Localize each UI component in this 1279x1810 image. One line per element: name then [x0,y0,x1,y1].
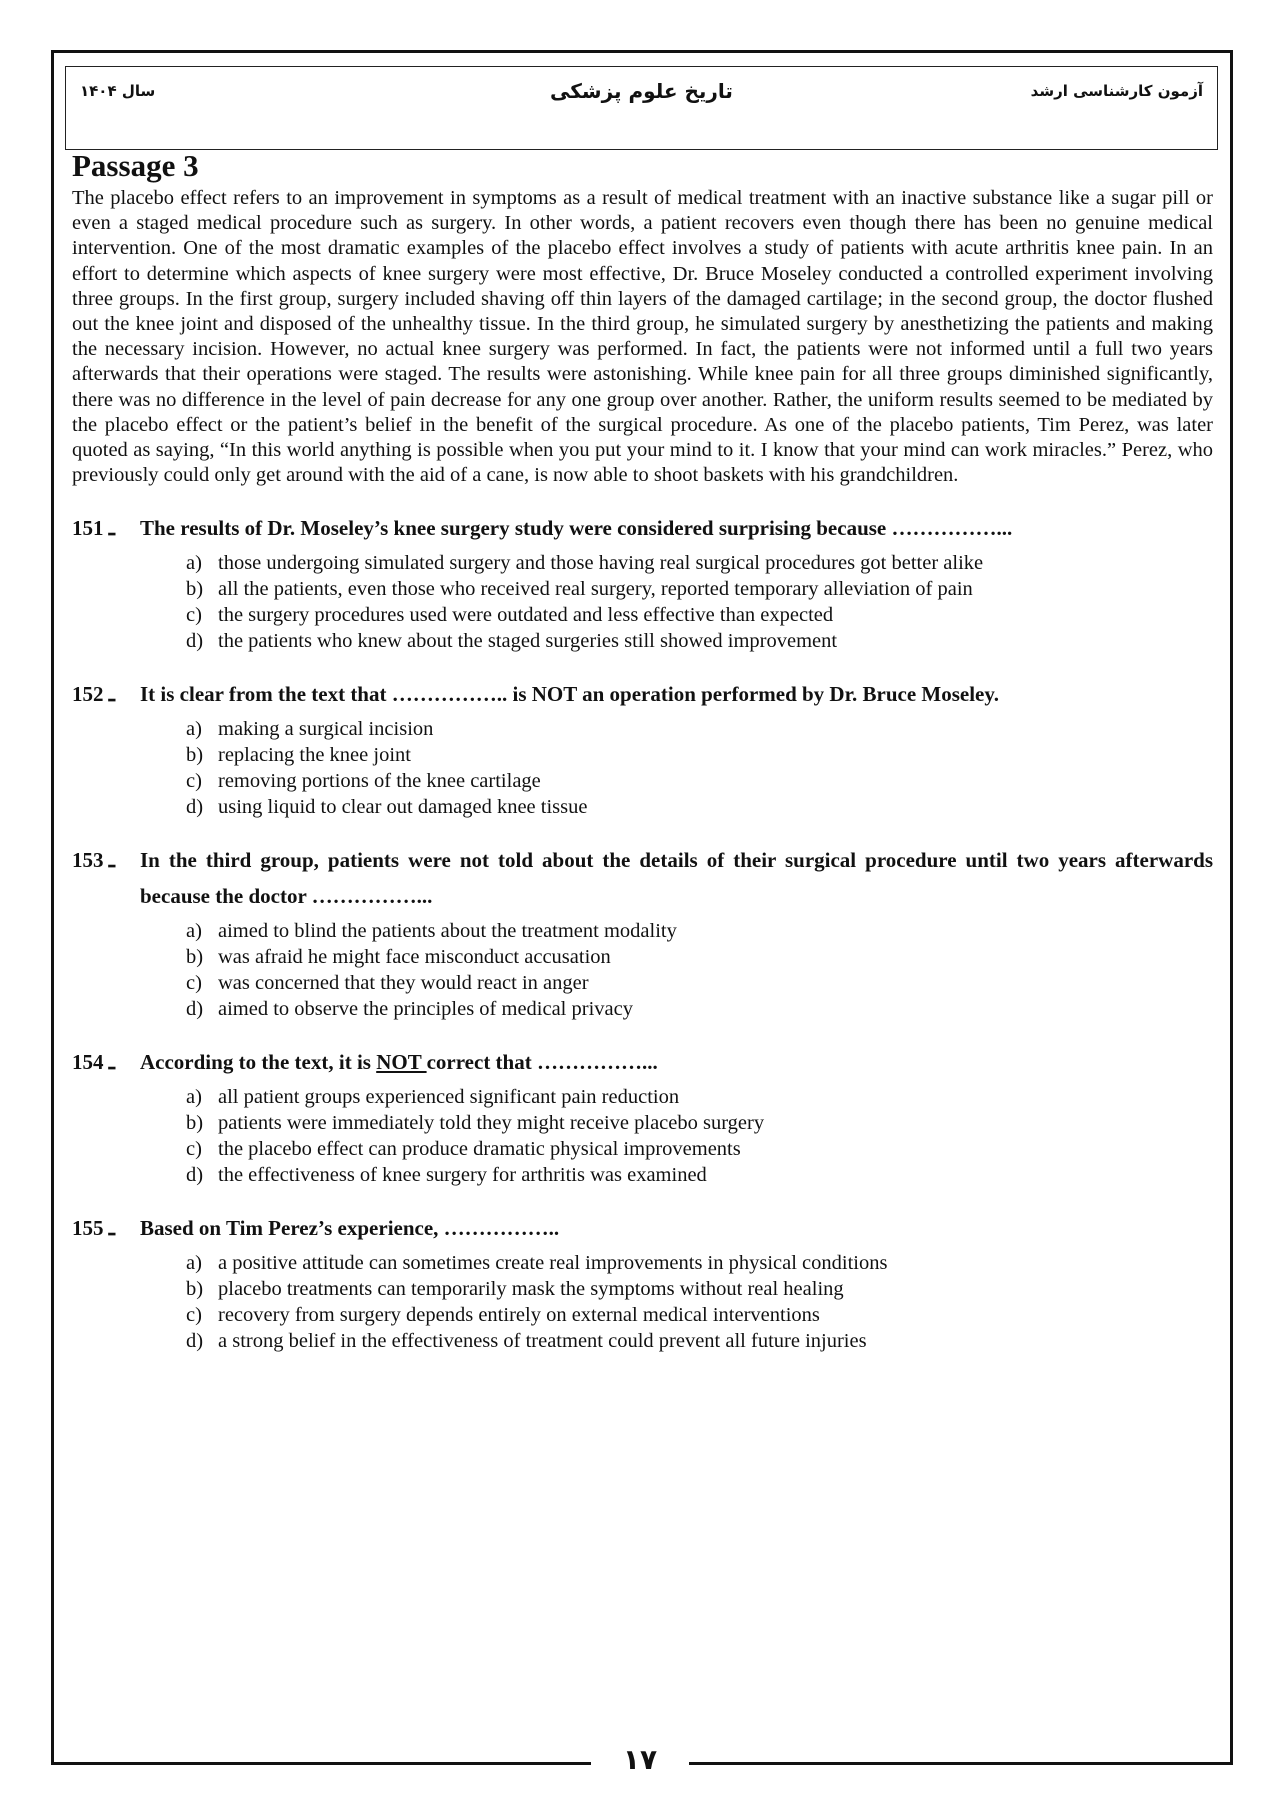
option-b[interactable] [186,576,1213,602]
question-152 [72,676,1213,820]
option-d[interactable] [186,628,1213,654]
option-c[interactable] [186,602,1213,628]
option-letter: d) [186,1164,204,1187]
answer-options [72,918,1213,1022]
option-text: making a surgical incision [218,718,434,741]
option-text: all the patients, even those who received real surgery, reported temporary alleviation of pain [218,578,973,601]
question-stem [72,676,1213,712]
answer-options [72,1250,1213,1354]
option-a[interactable] [186,1084,1213,1110]
option-letter: d) [186,796,204,819]
option-letter: d) [186,998,204,1021]
option-d[interactable] [186,996,1213,1022]
option-d[interactable] [186,1328,1213,1354]
question-text: It is clear from the text that …………….. is NOT an operation performed by Dr. Bruce Moseley. [140,682,999,707]
option-a[interactable] [186,1250,1213,1276]
page-number: ۱۷ [622,1743,658,1776]
option-c[interactable] [186,970,1213,996]
page-content [72,146,1213,1354]
option-text: removing portions of the knee cartilage [218,770,541,793]
stem-emphasis: NOT [376,1050,427,1075]
header-subject: تاریخ علوم پزشکی [550,79,733,103]
question-number: 152 ـ [72,682,115,707]
header-year: سال ۱۴۰۴ [80,82,156,100]
option-text: those undergoing simulated surgery and those having real surgical procedures got better alike [218,552,984,575]
option-b[interactable] [186,742,1213,768]
option-text: all patient groups experienced significant pain reduction [218,1086,680,1109]
option-text: using liquid to clear out damaged knee tissue [218,796,588,819]
page-header [65,66,1218,150]
passage-title: Passage 3 [72,148,199,183]
option-letter: c) [186,972,202,995]
question-stem [72,842,1213,914]
option-a[interactable] [186,716,1213,742]
option-letter: a) [186,552,202,575]
question-number: 151 ـ [72,516,115,541]
option-letter: a) [186,920,202,943]
option-letter: b) [186,1112,204,1135]
option-text: the patients who knew about the staged surgeries still showed improvement [218,630,838,653]
question-number: 153 ـ [72,848,115,873]
option-a[interactable] [186,918,1213,944]
option-c[interactable] [186,768,1213,794]
option-b[interactable] [186,944,1213,970]
question-154 [72,1044,1213,1188]
option-text: a strong belief in the effectiveness of treatment could prevent all future injuries [218,1330,867,1353]
option-text: was concerned that they would react in anger [218,972,589,995]
question-stem [72,1210,1213,1246]
option-text: the placebo effect can produce dramatic physical improvements [218,1138,741,1161]
option-d[interactable] [186,1162,1213,1188]
option-letter: c) [186,604,202,627]
option-letter: a) [186,1252,202,1275]
question-153 [72,842,1213,1022]
option-text: aimed to blind the patients about the treatment modality [218,920,677,943]
question-text: In the third group, patients were not told about the details of their surgical procedure until two years afterwards because the doctor ……………... [140,848,1213,909]
option-text: placebo treatments can temporarily mask the symptoms without real healing [218,1278,844,1301]
option-b[interactable] [186,1276,1213,1302]
option-text: patients were immediately told they might receive placebo surgery [218,1112,765,1135]
option-letter: c) [186,1138,202,1161]
option-letter: d) [186,630,204,653]
footer-rule-left [51,1762,591,1765]
stem-before: According to the text, it is [140,1050,377,1075]
question-text [140,1044,1213,1080]
option-text: replacing the knee joint [218,744,411,767]
option-text: aimed to observe the principles of medical privacy [218,998,633,1021]
option-letter: c) [186,1304,202,1327]
stem-after: correct that ……………... [426,1050,658,1075]
question-number: 155 ـ [72,1216,115,1241]
option-c[interactable] [186,1302,1213,1328]
answer-options [72,716,1213,820]
question-stem [72,510,1213,546]
option-text: a positive attitude can sometimes create real improvements in physical conditions [218,1252,888,1275]
question-151 [72,510,1213,654]
option-d[interactable] [186,794,1213,820]
header-exam-title: آزمون کارشناسی ارشد [1030,82,1203,100]
question-text: Based on Tim Perez’s experience, …………….. [140,1216,560,1241]
question-stem [72,1044,1213,1080]
option-b[interactable] [186,1110,1213,1136]
option-text: was afraid he might face misconduct accusation [218,946,611,969]
footer-rule-right [689,1762,1233,1765]
answer-options [72,550,1213,654]
option-text: recovery from surgery depends entirely on external medical interventions [218,1304,820,1327]
option-letter: b) [186,1278,204,1301]
option-letter: a) [186,1086,202,1109]
answer-options [72,1084,1213,1188]
option-letter: b) [186,946,204,969]
option-letter: d) [186,1330,204,1353]
option-text: the surgery procedures used were outdated and less effective than expected [218,604,834,627]
option-letter: a) [186,718,202,741]
option-letter: b) [186,744,204,767]
passage-text: The placebo effect refers to an improvement in symptoms as a result of medical treatment with an inactive substance like a sugar pill or even a staged medical procedure such as surgery. In other words, a patient recovers even though there has been no genuine medical intervention. One of the most dramatic examples of the placebo effect involves a study of patients with acute arthritis knee pain. In an effort to determine which aspects of knee surgery were most effective, Dr. Bruce Moseley conducted a controlled experiment involving three groups. In the first group, surgery included shaving off thin layers of the damaged cartilage; in the second group, the doctor flushed out the knee joint and disposed of the unhealthy tissue. In the third group, he simulated surgery by anesthetizing the patients and making the necessary incision. However, no actual knee surgery was performed. In fact, the patients were not informed until a full two years afterwards that their operations were staged. The results were astonishing. While knee pain for all three groups diminished significantly, there was no difference in the level of pain decrease for any one group over another. Rather, the uniform results seemed to be mediated by the placebo effect or the patient’s belief in the benefit of the surgical procedure. As one of the placebo patients, Tim Perez, was later quoted as saying, “In this world anything is possible when you put your mind to it. I know that your mind can work miracles.” Perez, who previously could only get around with the aid of a cane, is now able to shoot baskets with his grandchildren. [72,187,1213,487]
option-letter: c) [186,770,202,793]
option-letter: b) [186,578,204,601]
option-text: the effectiveness of knee surgery for arthritis was examined [218,1164,707,1187]
option-c[interactable] [186,1136,1213,1162]
question-number: 154 ـ [72,1050,115,1075]
question-155 [72,1210,1213,1354]
question-text: The results of Dr. Moseley’s knee surgery study were considered surprising because ……………... [140,516,1013,541]
option-a[interactable] [186,550,1213,576]
